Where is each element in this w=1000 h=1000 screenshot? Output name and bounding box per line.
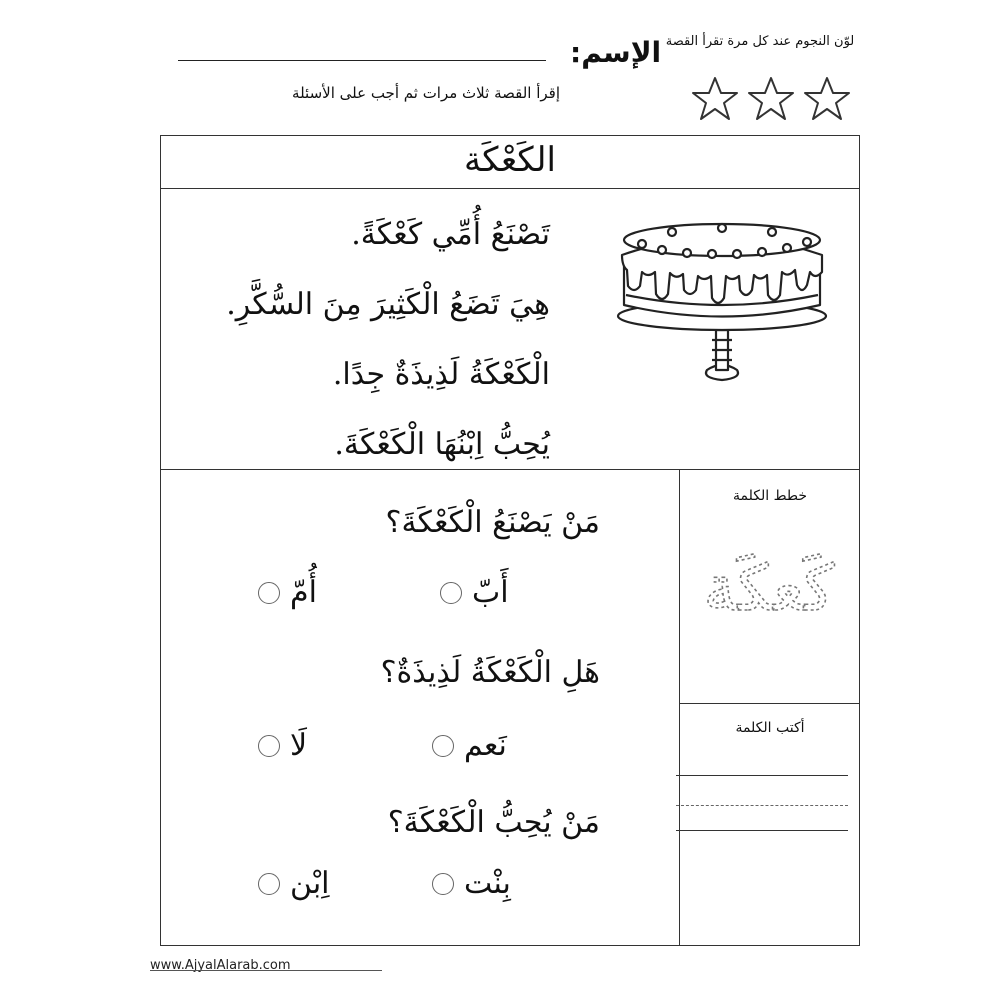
question-1: مَنْ يَصْنَعُ الْكَعْكَةَ؟ <box>385 505 600 540</box>
story-line: تَصْنَعُ أُمِّي كَعْكَةً. <box>351 217 550 252</box>
footer-underline <box>150 970 382 971</box>
trace-word[interactable] <box>682 530 857 640</box>
trace-word-text: كَعكَة <box>703 552 835 626</box>
question-2: هَلِ الْكَعْكَةُ لَذِيذَةٌ؟ <box>380 655 600 690</box>
answer-option[interactable] <box>440 575 509 610</box>
reading-stars <box>690 74 860 124</box>
answer-option[interactable] <box>432 866 511 901</box>
writing-line[interactable] <box>676 830 848 831</box>
answer-option[interactable] <box>258 866 330 901</box>
question-3: مَنْ يُحِبُّ الْكَعْكَةَ؟ <box>387 805 600 840</box>
story-text <box>226 200 550 480</box>
radio-button[interactable] <box>440 582 462 604</box>
writing-guide-line[interactable] <box>676 805 848 806</box>
name-label: الإسم: <box>570 36 662 69</box>
instruction-text: إقرأ القصة ثلاث مرات ثم أجب على الأسئلة <box>292 84 560 102</box>
story-title: الكَعْكَة <box>464 140 556 180</box>
option-label: أَبّ <box>472 575 509 610</box>
story-line: يُحِبُّ اِبْنُهَا الْكَعْكَةَ. <box>334 427 550 462</box>
option-label: اِبْن <box>290 866 330 901</box>
divider <box>679 469 680 946</box>
radio-button[interactable] <box>258 582 280 604</box>
option-label: نَعم <box>464 728 507 763</box>
answer-option[interactable] <box>432 728 507 763</box>
answer-option[interactable] <box>258 728 307 763</box>
radio-button[interactable] <box>258 873 280 895</box>
stars-caption: لوّن النجوم عند كل مرة تقرأ القصة <box>665 34 855 49</box>
trace-word-label: خطط الكلمة <box>733 488 807 504</box>
star-icon[interactable] <box>802 74 852 124</box>
website-link[interactable]: www.AjyalAlarab.com <box>150 958 291 973</box>
story-line: هِيَ تَضَعُ الْكَثِيرَ مِنَ السُّكَّرِ. <box>226 287 550 322</box>
option-label: لَا <box>290 728 308 763</box>
option-label: بِنْت <box>464 866 511 901</box>
cake-illustration <box>612 210 832 390</box>
divider <box>160 188 860 189</box>
radio-button[interactable] <box>432 735 454 757</box>
star-icon[interactable] <box>746 74 796 124</box>
radio-button[interactable] <box>432 873 454 895</box>
answer-option[interactable] <box>258 575 317 610</box>
writing-line[interactable] <box>676 775 848 776</box>
option-label: أُمّ <box>290 575 317 610</box>
radio-button[interactable] <box>258 735 280 757</box>
story-line: الْكَعْكَةُ لَذِيذَةٌ جِدًا. <box>332 357 550 392</box>
star-icon[interactable] <box>690 74 740 124</box>
name-input-line[interactable] <box>178 60 546 61</box>
divider <box>679 703 860 704</box>
write-word-label: أكتب الكلمة <box>735 720 805 736</box>
